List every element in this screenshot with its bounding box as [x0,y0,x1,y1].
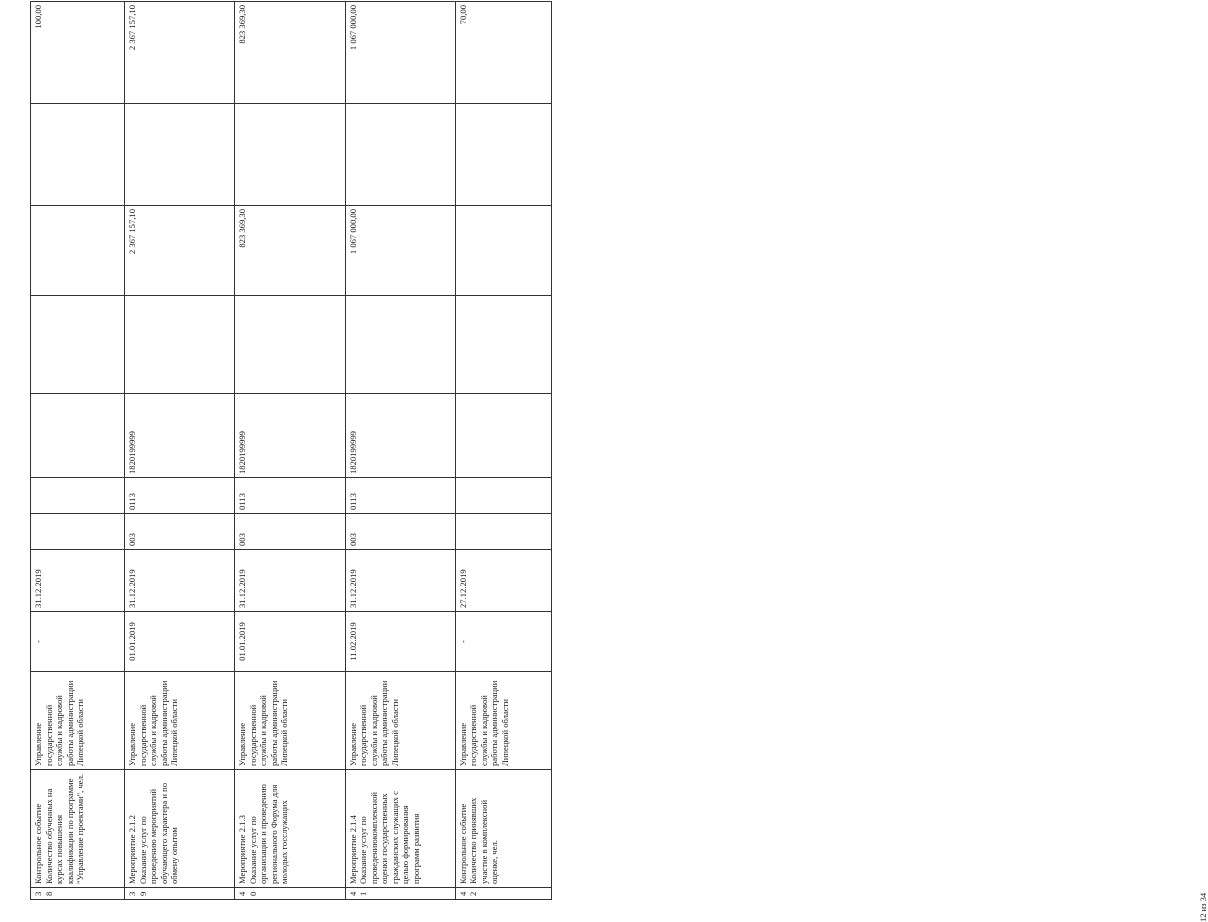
cell-total: 823 369,30 [235,206,345,296]
cell-c3: 823 369,30 [235,2,345,104]
cell-no: 38 [31,888,125,900]
cell-csr: 1820199999 [125,394,235,478]
cell-name: Контрольное событие Количество принявших участие в комплексной оценке, чел. [455,770,551,888]
cell-grbs [455,514,551,550]
cell-vr [455,296,551,394]
cell-rzpr [455,478,551,514]
cell-name: Мероприятие 2.1.4 Оказание услуг по проведениюкомплексной оценки государственных гражданских служащих с целью формирования программ развития [345,770,455,888]
cell-total [455,206,551,296]
cell-csr [31,394,125,478]
cell-c2 [31,104,125,206]
page-number: 12 из 34 [1198,892,1208,922]
cell-end: 31.12.2019 [345,550,455,612]
cell-grbs: 003 [235,514,345,550]
cell-start: 01.01.2019 [125,612,235,672]
cell-end: 27.12.2019 [455,550,551,612]
cell-c3: 2 367 157,10 [125,2,235,104]
cell-vr [235,296,345,394]
cell-c2 [455,104,551,206]
table-row [31,2,125,900]
cell-c3: 1 067 000,00 [345,2,455,104]
cell-vr [125,296,235,394]
cell-end: 31.12.2019 [31,550,125,612]
cell-grbs: 003 [125,514,235,550]
cell-c2 [345,104,455,206]
cell-total [31,206,125,296]
cell-name: Мероприятие 2.1.2 Оказание услуг по проведению мероприятий обучающего характера и по обмену опытом [125,770,235,888]
table-row [345,2,455,900]
table-row [235,2,345,900]
cell-csr: 1820199999 [235,394,345,478]
cell-no: 40 [235,888,345,900]
cell-csr: 1820199999 [345,394,455,478]
cell-start: - [455,612,551,672]
cell-start: - [31,612,125,672]
table-row [125,2,235,900]
cell-executor: Управление государственной службы и кадровой работы администрации Липецкой области [455,672,551,770]
cell-rzpr: 0113 [345,478,455,514]
cell-no: 42 [455,888,551,900]
program-table [30,1,552,900]
cell-no: 41 [345,888,455,900]
cell-total: 1 067 000,00 [345,206,455,296]
cell-name: Контрольное событие Количество обученных на курсах повышения квалификации по программе "Управление проектами", чел. [31,770,125,888]
cell-no: 39 [125,888,235,900]
cell-executor: Управление государственной службы и кадровой работы администрации Липецкой области [235,672,345,770]
cell-grbs [31,514,125,550]
table-row [455,2,551,900]
cell-total: 2 367 157,10 [125,206,235,296]
cell-start: 01.01.2019 [235,612,345,672]
cell-start: 11.02.2019 [345,612,455,672]
cell-end: 31.12.2019 [235,550,345,612]
cell-vr [345,296,455,394]
cell-csr [455,394,551,478]
cell-grbs: 003 [345,514,455,550]
cell-executor: Управление государственной службы и кадровой работы администрации Липецкой области [31,672,125,770]
cell-c2 [235,104,345,206]
rotated-table-container [30,5,552,900]
cell-name: Мероприятие 2.1.3 Оказание услуг по организации и проведению регионального Форума для молодых госслужащих [235,770,345,888]
cell-vr [31,296,125,394]
cell-c3: 70,00 [455,2,551,104]
cell-c3: 100,00 [31,2,125,104]
cell-c2 [125,104,235,206]
cell-executor: Управление государственной службы и кадровой работы администрации Липецкой области [125,672,235,770]
cell-end: 31.12.2019 [125,550,235,612]
cell-rzpr: 0113 [235,478,345,514]
cell-executor: Управление государственной службы и кадровой работы администрации Липецкой области [345,672,455,770]
cell-rzpr [31,478,125,514]
cell-rzpr: 0113 [125,478,235,514]
